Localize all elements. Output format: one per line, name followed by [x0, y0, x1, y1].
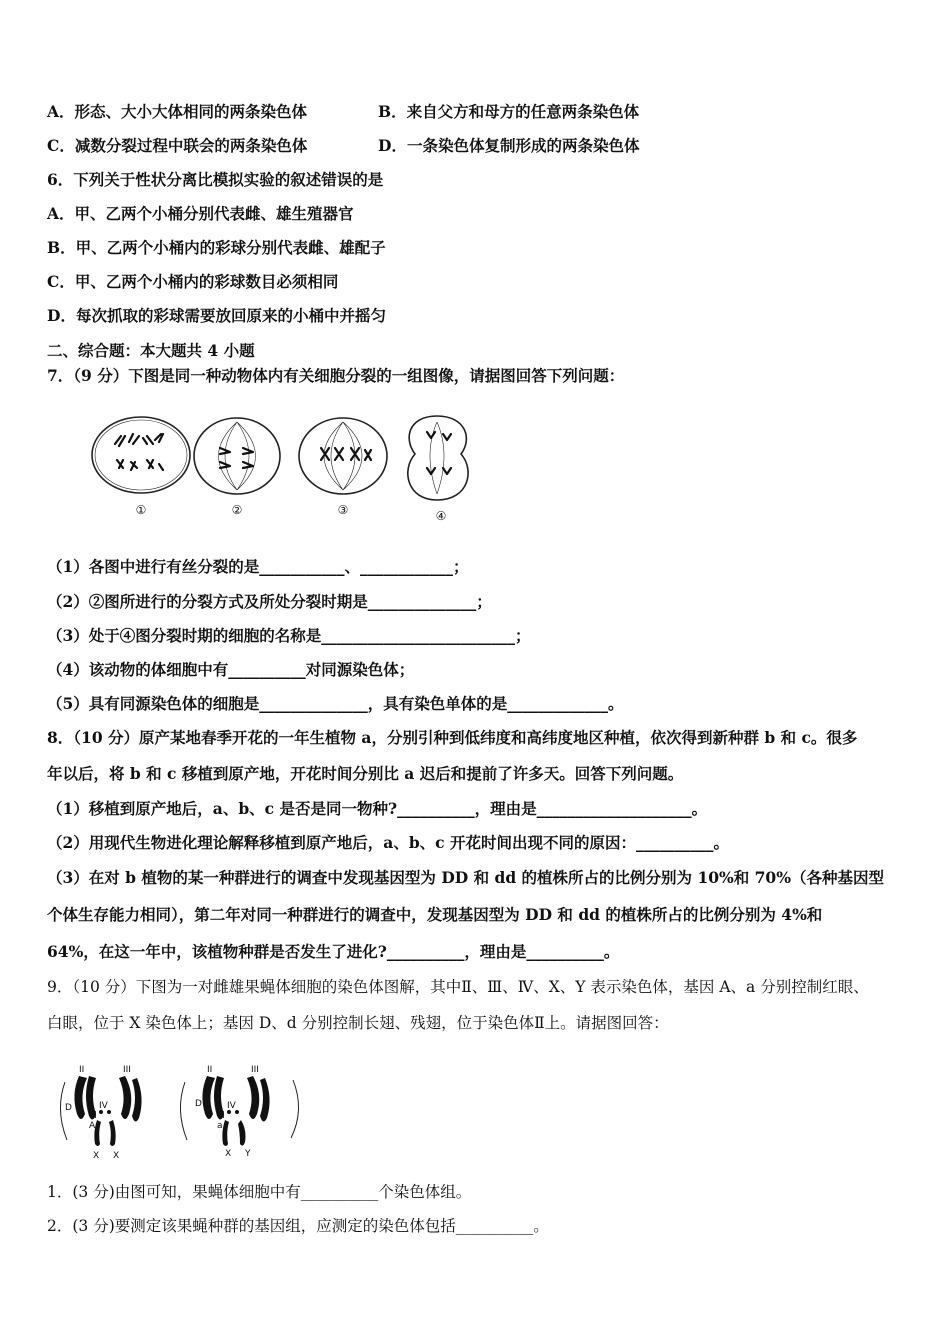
- q9-part-1: 1．(3 分)由图可知，果蝇体细胞中有__________个染色体组。: [47, 1183, 472, 1201]
- q5-option-b: B．来自父方和母方的任意两条染色体: [378, 102, 640, 121]
- fig-label-1: ①: [135, 503, 147, 517]
- female-x2: X: [113, 1151, 120, 1161]
- q7-part-2: （2）②图所进行的分裂方式及所处分裂时期是______________；: [47, 592, 492, 611]
- q6-option-b: B．甲、乙两个小桶内的彩球分别代表雌、雄配子: [47, 238, 386, 257]
- male-label-ii: II: [207, 1065, 213, 1075]
- male-y: Y: [245, 1149, 251, 1159]
- male-x: X: [225, 1149, 232, 1159]
- q5-option-d: D．一条染色体复制形成的两条染色体: [378, 136, 640, 155]
- q6-stem: 6．下列关于性状分离比模拟实验的叙述错误的是: [47, 170, 384, 189]
- male-gene-a-lower: a: [217, 1121, 223, 1131]
- male-gene-d-lower: d: [219, 1111, 225, 1121]
- q6-option-a: A．甲、乙两个小桶分别代表雌、雄生殖器官: [47, 204, 354, 223]
- q8-part-1: （1）移植到原产地后，a、b、c 是否是同一物种?__________，理由是____________________。: [47, 799, 708, 818]
- fig-label-4: ④: [435, 509, 447, 523]
- q7-part-1: （1）各图中进行有丝分裂的是___________、____________；: [47, 557, 469, 576]
- q8-part-3-line-1: （3）在对 b 植物的某一种群进行的调查中发现基因型为 DD 和 dd 的植株所占的比例分别为 10%和 70%（各种基因型: [47, 868, 884, 887]
- q7-part-5: （5）具有同源染色体的细胞是______________，具有染色单体的是_____________。: [47, 694, 624, 713]
- male-gene-d-upper: D: [195, 1099, 202, 1109]
- female-x1: X: [93, 1151, 100, 1161]
- q9-stem-line-1: 9．（10 分）下图为一对雌雄果蝇体细胞的染色体图解，其中Ⅱ、Ⅲ、Ⅳ、X、Y 表示染色体，基因 A、a 分别控制红眼、: [47, 978, 869, 996]
- q8-part-3-line-2: 个体生存能力相同），第二年对同一种群进行的调查中，发现基因型为 DD 和 dd 的植株所占的比例分别为 4%和: [47, 905, 823, 924]
- male-label-iii: III: [251, 1065, 259, 1075]
- q8-part-3-line-3: 64%，在这一年中，该植物种群是否发生了进化?__________，理由是__________。: [47, 942, 620, 961]
- male-chromosome-x: [222, 1120, 229, 1146]
- q5-option-c: C．减数分裂过程中联会的两条染色体: [47, 136, 308, 155]
- female-chromosome-x: [94, 1120, 115, 1146]
- female-label-ii: II: [79, 1065, 85, 1075]
- q7-stem: 7．（9 分）下图是同一种动物体内有关细胞分裂的一组图像，请据图回答下列问题：: [47, 366, 625, 385]
- male-chromosome-y: [238, 1120, 246, 1146]
- fig-label-3: ③: [337, 503, 349, 517]
- male-label-iv: IV: [227, 1101, 236, 1111]
- cell-division-figure: [85, 408, 485, 526]
- q8-stem-line-1: 8．（10 分）原产某地春季开花的一年生植物 a，分别引种到低纬度和高纬度地区种植，依次得到新种群 b 和 c。很多: [47, 728, 858, 747]
- male-chromosome-iii-right: [247, 1076, 259, 1119]
- q7-part-3: （3）处于④图分裂时期的细胞的名称是_________________________；: [47, 626, 531, 645]
- female-gene-d-upper: D: [65, 1103, 72, 1113]
- cell-3-chromosomes: [321, 448, 371, 460]
- cell-4-membrane: [408, 416, 468, 500]
- q7-part-4: （4）该动物的体细胞中有__________对同源染色体；: [47, 660, 415, 679]
- cell-3-membrane: [299, 418, 387, 494]
- q9-stem-line-2: 白眼，位于 X 染色体上；基因 D、d 分别控制长翅、残翅，位于染色体Ⅱ上。请据图回答：: [47, 1014, 669, 1032]
- cell-2-membrane: [194, 418, 280, 494]
- q8-part-2: （2）用现代生物进化理论解释移植到原产地后，a、b、c 开花时间出现不同的原因：__________。: [47, 833, 730, 852]
- male-chromosome-ii-left: [202, 1076, 215, 1119]
- female-gene-a-upper: A: [89, 1121, 96, 1131]
- q6-option-c: C．甲、乙两个小桶内的彩球数目必须相同: [47, 272, 339, 291]
- cell-1-chromosomes: [115, 434, 163, 470]
- female-chromosome-ii-left: [74, 1076, 87, 1119]
- q8-stem-line-2: 年以后，将 b 和 c 移植到原产地，开花时间分别比 a 迟后和提前了许多天。回答下列问题。: [47, 764, 684, 783]
- fruit-fly-chromosome-figure: [55, 1062, 315, 1162]
- fig-label-2: ②: [231, 503, 243, 517]
- female-gene-d-lower: d: [91, 1111, 97, 1121]
- female-label-iii: III: [123, 1065, 131, 1075]
- q9-part-2: 2．(3 分)要测定该果蝇种群的基因组，应测定的染色体包括__________。: [47, 1217, 549, 1235]
- q5-option-a: A．形态、大小大体相同的两条染色体: [47, 102, 308, 121]
- female-chromosome-iii-right: [119, 1076, 131, 1119]
- cell-1-membrane: [92, 417, 190, 493]
- q6-option-d: D．每次抓取的彩球需要放回原来的小桶中并摇匀: [47, 306, 386, 325]
- section-title: 二、综合题：本大题共 4 小题: [47, 341, 255, 360]
- female-label-iv: IV: [99, 1101, 108, 1111]
